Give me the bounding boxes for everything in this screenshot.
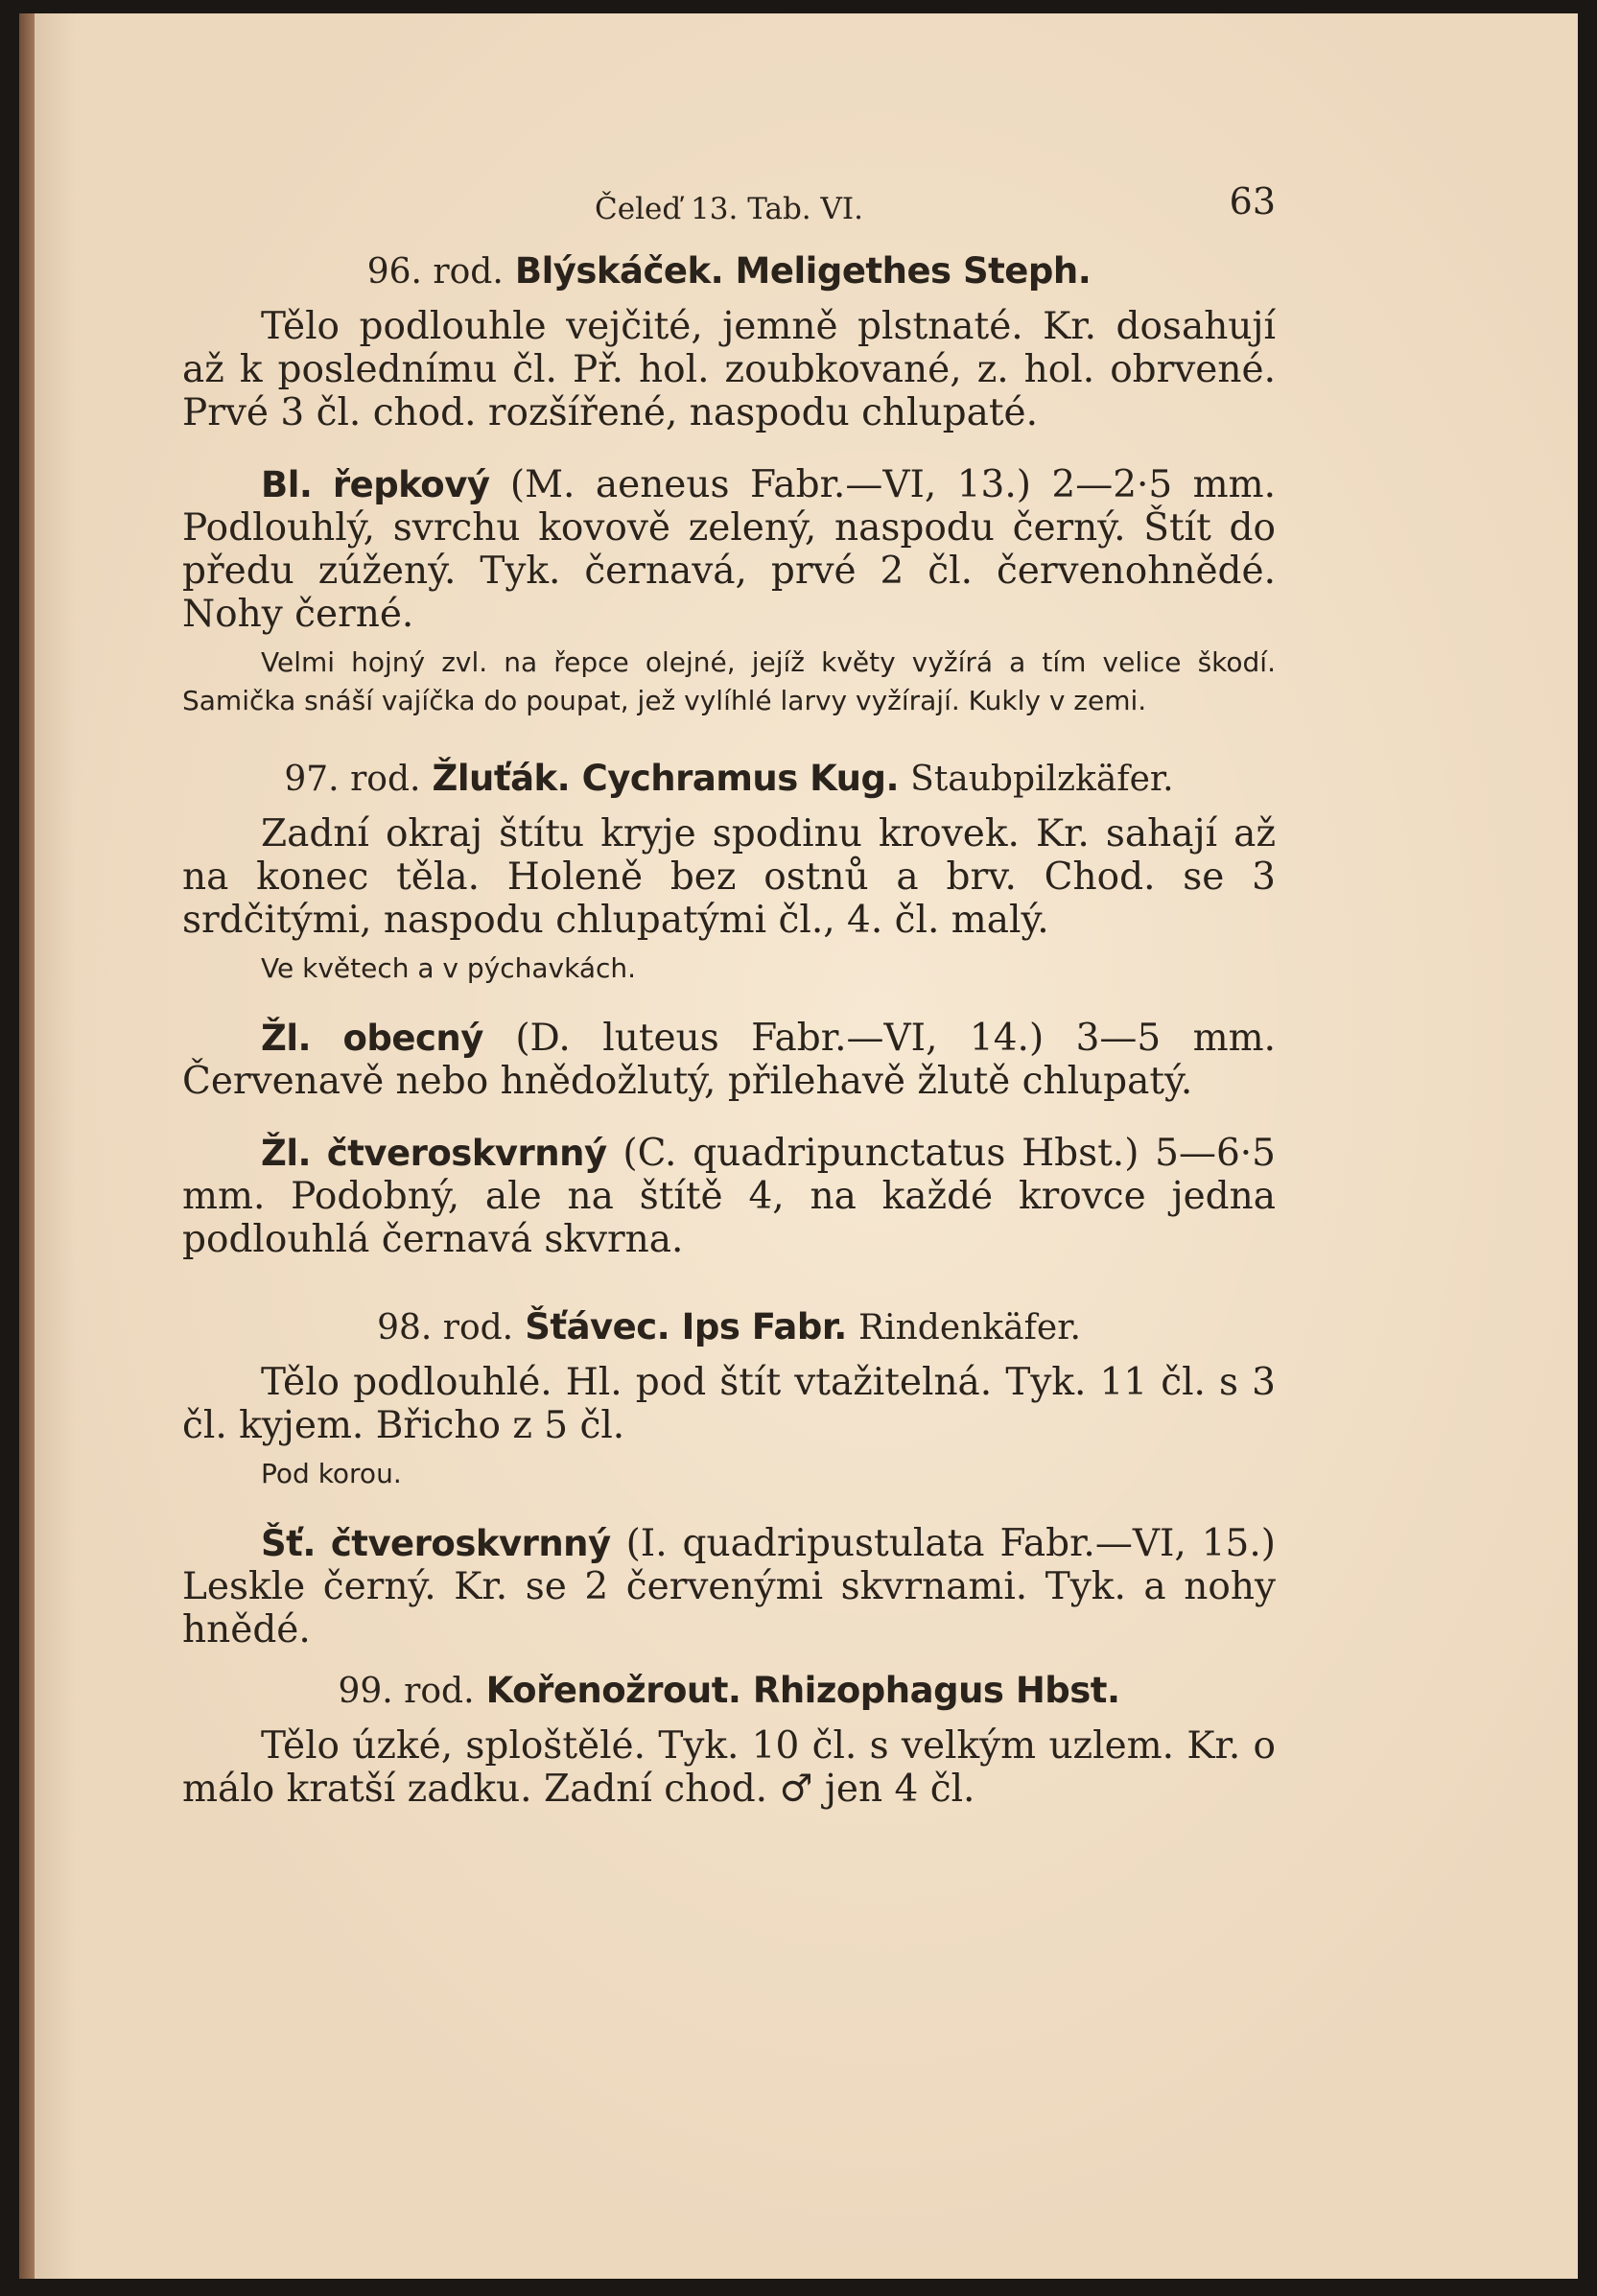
species-note: Velmi hojný zvl. na řepce olejné, jejíž květy vyžírá a tím velice škodí. Samička snáší vajíčka do poupat, jež vylíhlé larvy vyžírají. Kukly v zemi. — [182, 646, 1276, 716]
genus-description: Tělo podlouhle vejčité, jemně plstnaté. Kr. dosahují až k poslednímu čl. Př. hol. zoubkované, z. hol. obrvené. Prvé 3 čl. chod. rozšířené, naspodu chlupaté. — [182, 305, 1276, 434]
species-entry — [182, 1017, 1276, 1103]
species-name: Žl. čtveroskvrnný — [261, 1133, 607, 1174]
species-name: Šť. čtveroskvrnný — [261, 1523, 611, 1564]
species-entry — [182, 463, 1276, 720]
species-name: Bl. řepkový — [261, 464, 490, 505]
species-description: (I. quadripustulata Fabr.—VI, 15.) Leskle černý. Kr. se 2 červenými skvrnami. Tyk. a nohy hnědé. — [182, 1522, 1276, 1652]
species-description: (M. aeneus Fabr.—VI, 13.) 2—2·5 mm. Podlouhlý, svrchu kovově zelený, naspodu černý. Štít do předu zúžený. Tyk. černavá, prvé 2 čl. červenohnědé. Nohy černé. — [182, 463, 1277, 636]
genus-note: Ve květech a v pýchavkách. — [261, 952, 637, 984]
genus-number: 96. rod. — [366, 252, 504, 292]
genus-number: 98. rod. — [377, 1308, 514, 1347]
genus-number: 97. rod. — [284, 760, 421, 799]
genus-number: 99. rod. — [338, 1672, 475, 1711]
species-text — [182, 463, 1276, 636]
genus-name: Blýskáček. Meligethes Steph. — [514, 250, 1092, 292]
genus-description: Tělo podlouhlé. Hl. pod štít vtažitelná. Tyk. 11 čl. s 3 čl. kyjem. Břicho z 5 čl. — [182, 1361, 1276, 1447]
genus-description: Zadní okraj štítu kryje spodinu krovek. Kr. sahají až na konec těla. Holeně bez ostnů a brv. Chod. se 3 srdčitými, naspodu chlupatými čl., 4. čl. malý. — [182, 812, 1276, 942]
genus-heading — [182, 249, 1276, 293]
page-binding-edge — [19, 13, 35, 2279]
genus-name: Kořenožrout. Rhizophagus Hbst. — [485, 1670, 1120, 1711]
page-content — [182, 173, 1276, 1811]
genus-name: Žluťák. Cychramus Kug. — [432, 758, 900, 799]
genus-german-name: Staubpilzkäfer. — [910, 760, 1174, 799]
species-description: (D. luteus Fabr.—VI, 14.) 3—5 mm. Červenavě nebo hnědožlutý, přilehavě žlutě chlupatý. — [182, 1017, 1276, 1103]
genus-heading — [182, 1669, 1276, 1713]
page-number: 63 — [1229, 180, 1276, 223]
species-text — [182, 1017, 1276, 1103]
genus-note: Pod korou. — [261, 1458, 402, 1489]
genus-heading — [182, 1305, 1276, 1349]
species-text — [182, 1522, 1276, 1652]
species-entry — [182, 1522, 1276, 1652]
species-entry — [182, 1132, 1276, 1261]
species-text — [182, 1132, 1276, 1261]
genus-description: Tělo úzké, sploštělé. Tyk. 10 čl. s velkým uzlem. Kr. o málo kratší zadku. Zadní chod. ♂ jen 4 čl. — [182, 1724, 1276, 1811]
running-head — [182, 173, 1276, 240]
species-description: (C. quadripunctatus Hbst.) 5—6·5 mm. Podobný, ale na štítě 4, na každé krovce jedna podlouhlá černavá skvrna. — [182, 1132, 1276, 1261]
genus-german-name: Rindenkäfer. — [857, 1308, 1081, 1347]
genus-name: Šťávec. Ips Fabr. — [525, 1306, 847, 1347]
genus-heading — [182, 757, 1276, 801]
species-name: Žl. obecný — [261, 1018, 483, 1059]
running-head-title: Čeleď 13. Tab. VI. — [595, 192, 863, 226]
